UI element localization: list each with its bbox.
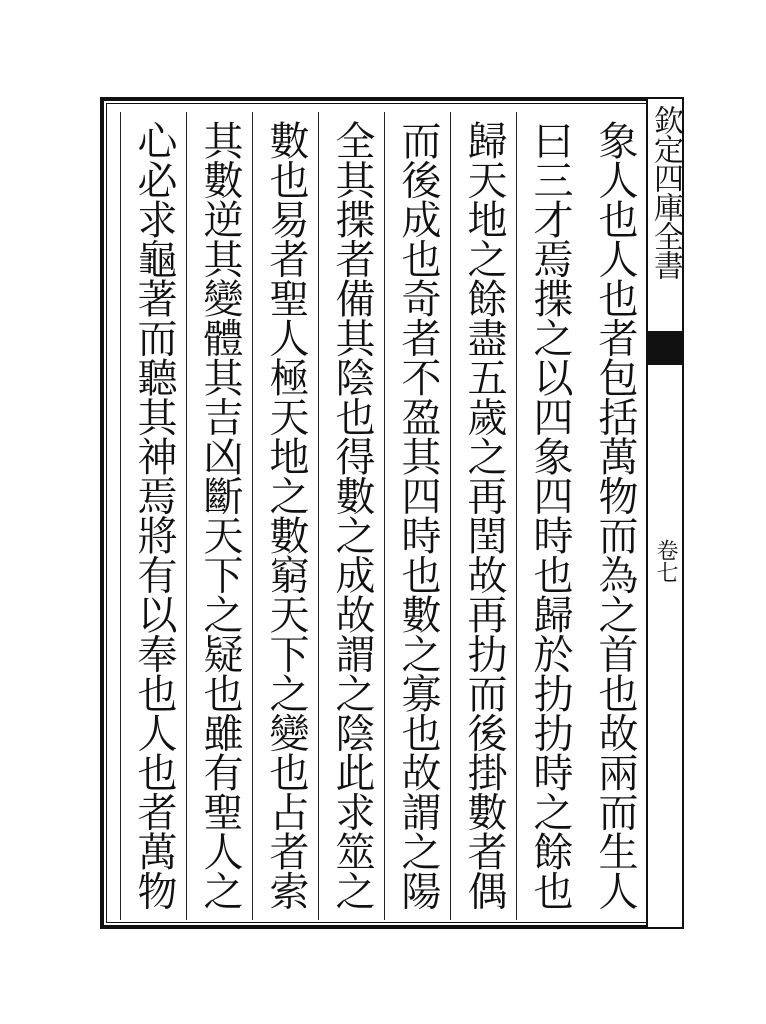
column-text: 歸天地之餘盡五歲之再閏故再扐而後掛數者偶 [461, 120, 507, 910]
column-text: 象人也人也者包括萬物而為之首也故兩而生人 [592, 120, 638, 910]
column-text: 而後成也奇者不盈其四時也數之寡也故謂之陽 [395, 120, 441, 910]
text-column-1 [582, 112, 648, 920]
text-column-2 [516, 112, 582, 920]
column-text: 全其揲者備其陰也得數之成故謂之陰此求筮之 [329, 120, 375, 910]
column-text: 其數逆其變體其吉凶斷天下之疑也雖有聖人之 [197, 120, 243, 910]
collection-title: 欽定四庫全書 [648, 105, 683, 279]
column-text: 曰三才焉揲之以四象四時也歸於扐扐時之餘也 [527, 120, 573, 910]
text-column-3 [450, 112, 516, 920]
text-column-7 [186, 112, 252, 920]
text-column-6 [252, 112, 318, 920]
fold-margin [648, 97, 684, 929]
column-text: 心必求龜著而聽其神焉將有以奉也人也者萬物 [131, 120, 177, 910]
juan-label: 卷七 [653, 539, 678, 583]
column-text: 數也易者聖人極天地之數窮天下之變也占者索 [263, 120, 309, 910]
text-column-4 [384, 112, 450, 920]
fishtail-mark [648, 331, 682, 365]
text-column-5 [318, 112, 384, 920]
text-column-8 [120, 112, 186, 920]
